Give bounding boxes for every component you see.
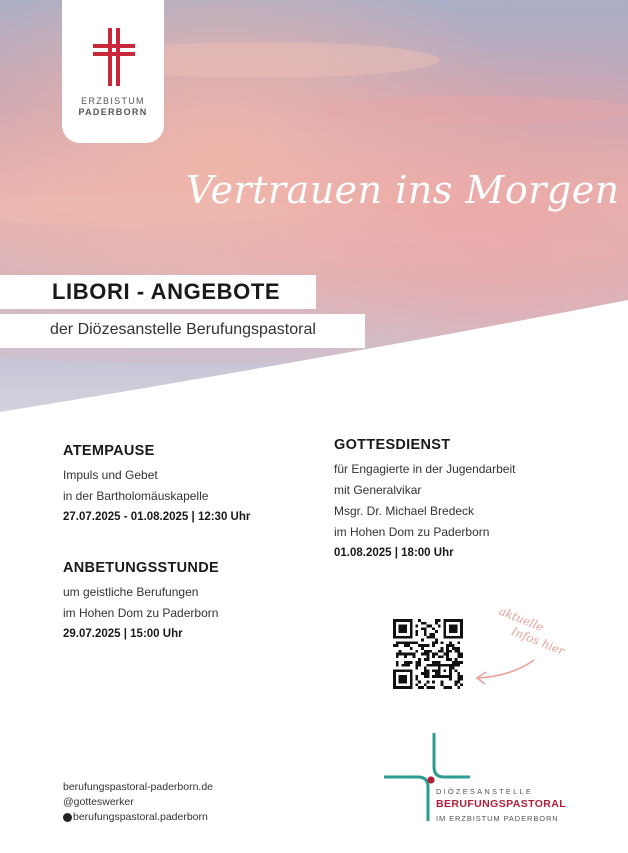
erzbistum-logo — [62, 0, 164, 143]
instagram-handle[interactable]: @gotteswerker — [63, 796, 134, 808]
event-line: mit Generalvikar — [334, 483, 422, 497]
event-line: im Hohen Dom zu Paderborn — [63, 606, 219, 620]
logo-text-paderborn: PADERBORN — [78, 107, 148, 117]
event-line: im Hohen Dom zu Paderborn — [334, 525, 490, 539]
facebook-handle: berufungspastoral.paderborn — [73, 811, 208, 823]
qr-code[interactable] — [393, 619, 463, 689]
event-anbetungsstunde — [63, 558, 219, 645]
hint-text-line2: Infos hier — [509, 624, 567, 658]
cross-icon — [93, 28, 135, 86]
event-line: Impuls und Gebet — [63, 468, 158, 482]
event-line: in der Bartholomäuskapelle — [63, 489, 209, 503]
hint-annotation — [490, 603, 580, 690]
subtitle-banner — [0, 314, 365, 348]
event-atempause — [63, 441, 250, 528]
logo-text-erzbistum: ERZBISTUM — [81, 96, 145, 106]
event-gottesdienst — [334, 435, 515, 564]
event-title: GOTTESDIENST — [334, 437, 451, 453]
event-line: für Engagierte in der Jugendarbeit — [334, 462, 516, 476]
event-line: Msgr. Dr. Michael Bredeck — [334, 504, 475, 518]
event-date: 01.08.2025 | 18:00 Uhr — [334, 547, 454, 559]
footer-contacts — [63, 780, 213, 825]
page-subtitle: der Diözesanstelle Berufungspastoral — [50, 321, 316, 338]
department-logo-line2: BERUFUNGSPASTORAL — [436, 798, 567, 810]
slogan: Vertrauen ins Morgen — [186, 168, 620, 212]
website-link[interactable]: berufungspastoral-paderborn.de — [63, 781, 214, 793]
event-line: um geistliche Berufungen — [63, 585, 199, 599]
facebook-link[interactable] — [63, 810, 213, 825]
event-date: 29.07.2025 | 15:00 Uhr — [63, 628, 183, 640]
department-logo-line3: IM ERZBISTUM PADERBORN — [436, 814, 559, 823]
event-date: 27.07.2025 - 01.08.2025 | 12:30 Uhr — [63, 511, 251, 523]
event-title: ANBETUNGSSTUNDE — [63, 560, 219, 576]
arrow-icon — [472, 650, 542, 690]
facebook-icon — [63, 813, 72, 822]
hint-text-line1: aktuelle — [497, 603, 546, 635]
event-title: ATEMPAUSE — [63, 443, 155, 459]
department-logo-line1: DIÖZESANSTELLE — [436, 787, 534, 796]
title-banner — [0, 275, 316, 309]
page-title: LIBORI - ANGEBOTE — [52, 279, 281, 304]
